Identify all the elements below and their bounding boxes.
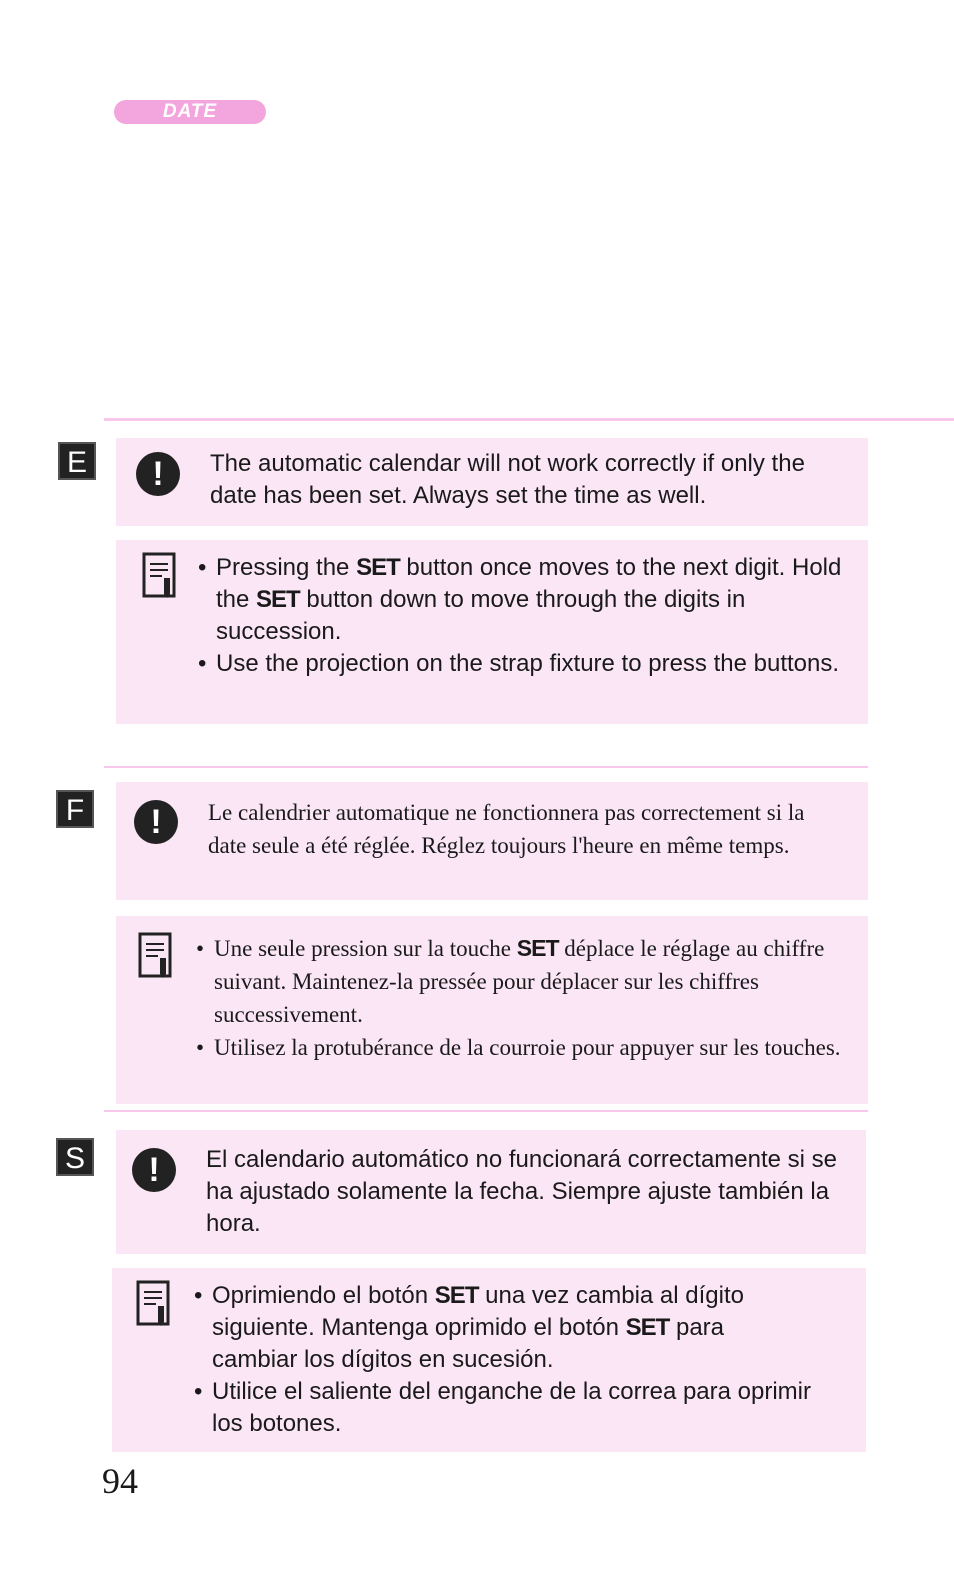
caution-icon: ! <box>132 1148 176 1192</box>
note-item: • Utilisez la protubérance de la courroie pour appuyer sur les touches. <box>196 1031 860 1064</box>
language-tab-english: E <box>58 442 96 480</box>
memo-text-french <box>196 932 860 1064</box>
note-item: • Pressing the SET button once moves to the next digit. Hold the SET button down to move through the digits in succession. <box>198 552 858 648</box>
note-item: • Une seule pression sur la touche SET déplace le réglage au chiffre suivant. Maintenez-la pressée pour déplacer sur les chiffres successivement. <box>196 932 860 1031</box>
page-number: 94 <box>102 1461 138 1501</box>
caution-text-french: Le calendrier automatique ne fonctionnera pas correctement si la date seule a été réglée. Réglez toujours l'heure en même temps. <box>208 800 805 858</box>
caution-icon: ! <box>136 452 180 496</box>
memo-icon <box>142 552 178 600</box>
note-item: • Oprimiendo el botón SET una vez cambia al dígito siguiente. Mantenga oprimido el botón SET para cambiar los dígitos en sucesión. <box>194 1280 814 1376</box>
language-tab-spanish: S <box>56 1138 94 1176</box>
divider-f-s <box>104 1110 868 1112</box>
caution-text-english: The automatic calendar will not work correctly if only the date has been set. Always set the time as well. <box>210 450 805 509</box>
language-tab-french: F <box>56 790 94 828</box>
caution-text-spanish: El calendario automático no funcionará correctamente si se ha ajustado solamente la fecha. Siempre ajuste también la hora. <box>206 1146 838 1237</box>
caution-icon: ! <box>134 800 178 844</box>
memo-text-spanish <box>194 1280 814 1440</box>
memo-text-english <box>198 552 858 680</box>
divider-e-f <box>104 766 868 768</box>
note-item: • Use the projection on the strap fixture to press the buttons. <box>198 648 858 680</box>
note-item: • Utilice el saliente del enganche de la correa para oprimir los botones. <box>194 1376 814 1440</box>
memo-icon <box>138 932 174 980</box>
divider-top <box>104 418 954 421</box>
date-mode-badge: DATE <box>114 100 266 124</box>
memo-icon <box>136 1280 172 1328</box>
